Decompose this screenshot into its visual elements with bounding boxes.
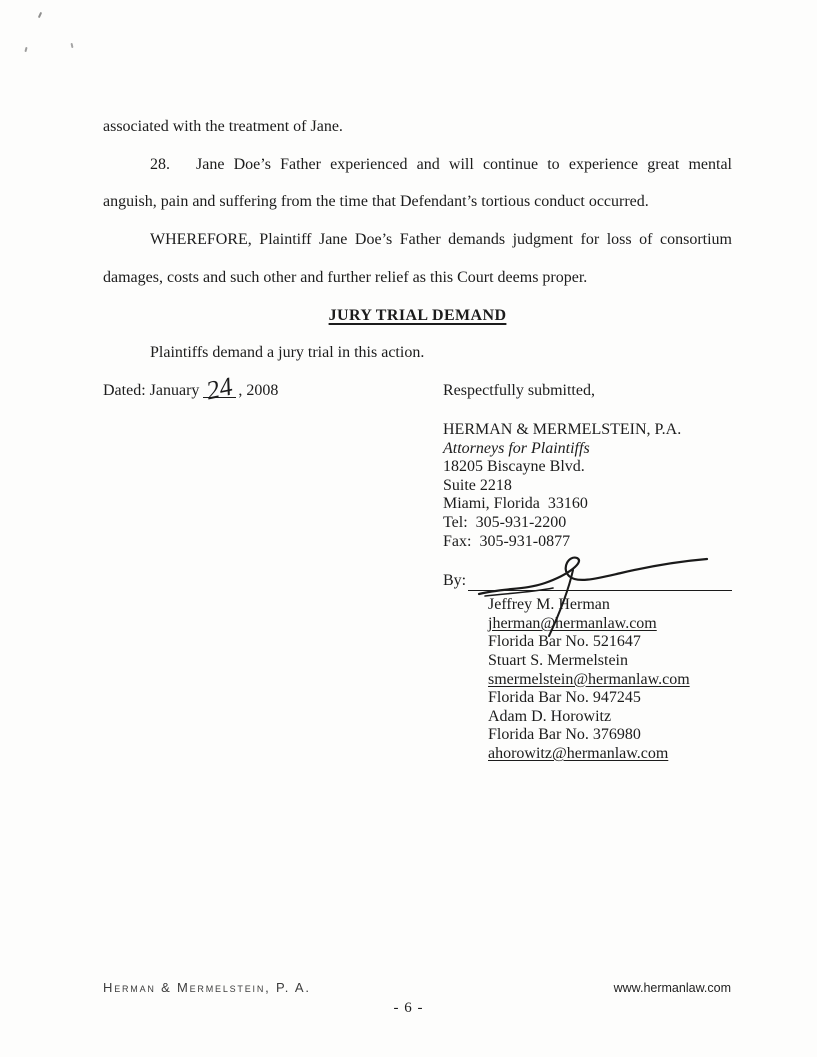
attorney-bar-number: Florida Bar No. 376980 — [488, 726, 641, 744]
paragraph-wherefore: WHEREFORE, Plaintiff Jane Doe’s Father demands judgment for loss of consortium damages, costs and such other and further relief as this Court deems proper. — [103, 231, 732, 286]
scan-artifact — [71, 43, 74, 48]
attorney-bar-number: Florida Bar No. 521647 — [488, 633, 641, 651]
paragraph-28-text: Jane Doe’s Father experienced and will continue to experience great mental anguish, pain and suffering from the time that Defendant’s tortious conduct occurred. — [103, 155, 732, 211]
attorney-bar-number: Florida Bar No. 947245 — [488, 689, 641, 707]
attorney-name: Stuart S. Mermelstein — [488, 651, 628, 669]
attorney-email: jherman@hermanlaw.com — [488, 614, 657, 632]
dated-suffix: , 2008 — [238, 381, 279, 399]
attorney-email: smermelstein@hermanlaw.com — [488, 670, 690, 688]
document-body — [103, 108, 732, 410]
jury-trial-demand-heading: JURY TRIAL DEMAND — [328, 306, 507, 324]
respectfully-submitted: Respectfully submitted, — [443, 382, 595, 399]
by-signature-row — [443, 569, 732, 591]
attorney-list — [488, 596, 732, 763]
paragraph-continuation: associated with the treatment of Jane. — [103, 118, 343, 135]
firm-address-street: 18205 Biscayne Blvd. — [443, 458, 585, 476]
footer-firm-name: Herman & Mermelstein, P. A. — [103, 980, 311, 995]
by-label: By: — [443, 572, 467, 590]
firm-address-suite: Suite 2218 — [443, 476, 512, 494]
attorney-name: Jeffrey M. Herman — [488, 596, 610, 614]
attorney-name: Adam D. Horowitz — [488, 707, 612, 725]
jury-demand-text: Plaintiffs demand a jury trial in this action. — [150, 344, 425, 362]
paragraph-28 — [103, 146, 732, 221]
attorney-email: ahorowitz@hermanlaw.com — [488, 744, 669, 762]
signature-block — [443, 381, 732, 764]
firm-address-city: Miami, Florida 33160 — [443, 495, 588, 513]
page-number: - 6 - — [393, 1000, 424, 1016]
page-footer — [103, 980, 731, 995]
signature-line — [468, 571, 732, 591]
handwritten-day: 24 — [203, 371, 236, 406]
firm-role: Attorneys for Plaintiffs — [443, 439, 590, 457]
dated-prefix: Dated: January — [103, 381, 200, 399]
firm-phone: Tel: 305-931-2200 — [443, 513, 567, 531]
paragraph-28-number: 28. — [150, 155, 170, 173]
scan-artifact — [24, 47, 27, 52]
handwritten-day-underline — [203, 371, 236, 406]
firm-fax: Fax: 305-931-0877 — [443, 532, 571, 550]
scan-artifact — [38, 12, 42, 18]
firm-name: HERMAN & MERMELSTEIN, P.A. — [443, 421, 682, 438]
firm-address-block — [443, 421, 732, 551]
footer-website: www.hermanlaw.com — [613, 981, 731, 995]
